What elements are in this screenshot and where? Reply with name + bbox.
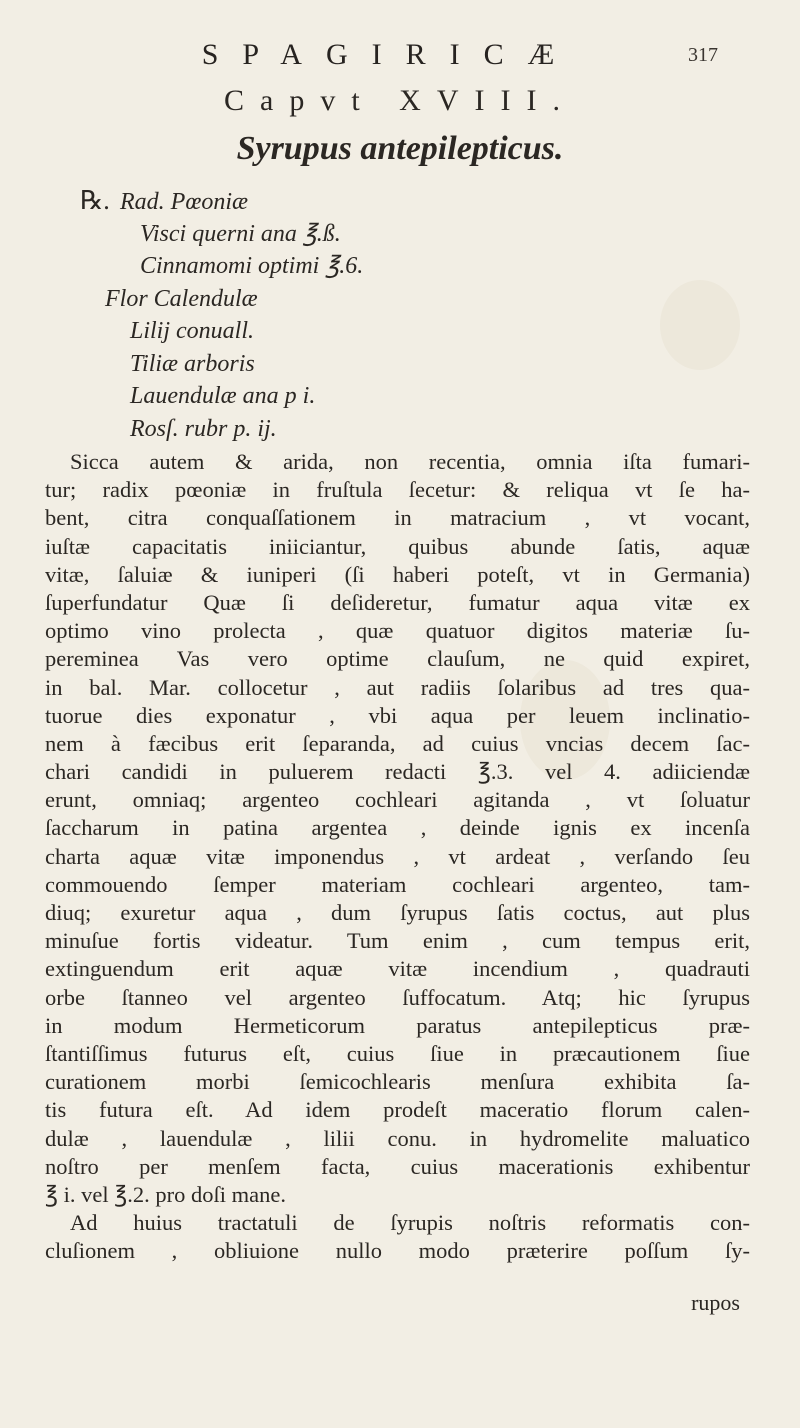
- text-line: curationem morbi ſemicochlearis menſura exhibita ſa-: [45, 1069, 750, 1095]
- recipe-line: [70, 250, 720, 283]
- page-number: 317: [688, 44, 718, 66]
- text-line: optimo vino prolecta , quæ quatuor digitos materiæ ſu-: [45, 618, 750, 644]
- text-line: ſuperfundatur Quæ ſi deſideretur, fumatur aqua vitæ ex: [45, 589, 750, 615]
- text-line: dulæ , lauendulæ , lilii conu. in hydromelite maluatico: [45, 1125, 750, 1151]
- text-line: tur; radix pœoniæ in fruſtula ſecetur: & reliqua vt ſe ha-: [45, 477, 750, 503]
- text-line: erunt, omniaq; argenteo cochleari agitanda , vt ſoluatur: [45, 787, 750, 813]
- text-line: vitæ, ſaluiæ & iuniperi (ſi haberi poteſt, vt in Germania): [45, 561, 750, 587]
- recipe-line: [70, 413, 720, 446]
- text-line: bent, citra conquaſſationem in matracium , vt vocant,: [45, 505, 750, 531]
- text-line: in modum Hermeticorum paratus antepilepticus præ-: [45, 1012, 750, 1038]
- text-line: ſaccharum in patina argentea , deinde ignis ex incenſa: [45, 815, 750, 841]
- text-line: nem à fæcibus erit ſeparanda, ad cuius vncias decem ſac-: [45, 730, 750, 756]
- text-line: cluſionem , obliuione nullo modo præterire poſſum ſy-: [45, 1238, 750, 1264]
- recipe-line: [70, 218, 720, 251]
- recipe-item: Tiliæ arboris: [130, 350, 255, 377]
- recipe-item: Lauendulæ ana p i.: [130, 383, 316, 409]
- text-line: tuorue dies exponatur , vbi aqua per leuem inclinatio-: [45, 702, 750, 728]
- recipe-line: [70, 380, 720, 413]
- recipe-list: [70, 185, 720, 445]
- running-head: [0, 38, 800, 78]
- recipe-item: Lilij conuall.: [130, 318, 255, 344]
- recipe-item: Rad. Pœoniæ: [120, 189, 249, 215]
- text-line: in bal. Mar. collocetur , aut radiis ſolaribus ad tres qua-: [45, 674, 750, 700]
- text-line: tis futura eſt. Ad idem prodeſt maceratio florum calen-: [45, 1097, 750, 1123]
- recipe-item: Cinnamomi optimi ℥.6.: [140, 253, 364, 279]
- text-line: Ad huius tractatuli de ſyrupis noſtris reformatis con-: [70, 1210, 750, 1236]
- text-line: chari candidi in puluerem redacti ℥.3. vel 4. adiiciendæ: [45, 759, 750, 785]
- recipe-title: Syrupus antepilepticus.: [236, 130, 564, 167]
- recipe-line: [70, 185, 720, 218]
- text-line: Sicca autem & arida, non recentia, omnia iſta fumari-: [70, 449, 750, 474]
- running-title: SPAGIRICÆ: [201, 38, 579, 71]
- text-line: ſtantiſſimus futurus eſt, cuius ſiue in præcautionem ſiue: [45, 1040, 750, 1066]
- text-line: diuq; exuretur aqua , dum ſyrupus ſatis coctus, aut plus: [45, 900, 750, 925]
- recipe-line: [70, 348, 720, 381]
- text-line: extinguendum erit aquæ vitæ incendium , quadrauti: [45, 956, 750, 982]
- text-line: noſtro per menſem facta, cuius macerationis exhibentur: [45, 1153, 750, 1179]
- text-line: iuſtæ capacitatis iniiciantur, quibus abunde ſatis, aquæ: [45, 533, 750, 559]
- recipe-line: [70, 283, 720, 316]
- recipe-item: Rosſ. rubr p. ij.: [130, 415, 277, 442]
- recipe-item: Visci querni ana ℥.ß.: [140, 220, 341, 247]
- catchword: rupos: [691, 1290, 740, 1315]
- text-line: charta aquæ vitæ imponendus , vt ardeat , verſando ſeu: [45, 843, 750, 869]
- recipe-symbol: ℞.: [80, 186, 110, 215]
- text-line: orbe ſtanneo vel argenteo ſuffocatum. Atq; hic ſyrupus: [45, 984, 750, 1010]
- body-text: [45, 448, 750, 1265]
- text-line: minuſue fortis videatur. Tum enim , cum tempus erit,: [45, 928, 750, 954]
- chapter-heading: Capvt XVIII.: [224, 84, 576, 117]
- text-line: commouendo ſemper materiam cochleari argenteo, tam-: [45, 871, 750, 897]
- recipe-line: [70, 315, 720, 348]
- recipe-item: Flor Calendulæ: [105, 285, 258, 312]
- text-line: ℥ i. vel ℥.2. pro doſi mane.: [45, 1181, 286, 1207]
- text-line: pereminea Vas vero optime clauſum, ne quid expiret,: [45, 646, 750, 672]
